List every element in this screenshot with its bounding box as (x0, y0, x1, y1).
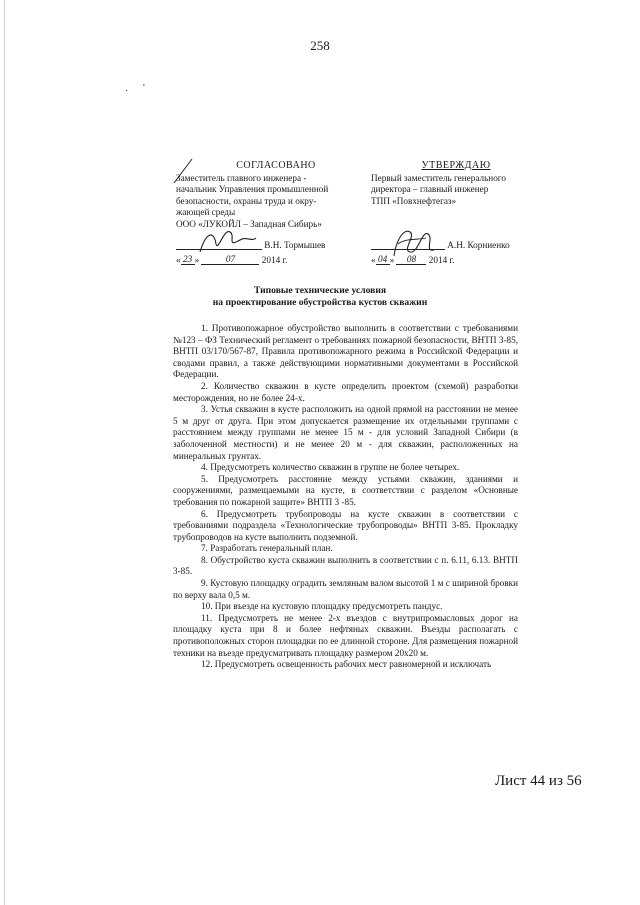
date-right-month: 08 (396, 254, 426, 265)
approval-approved-block (371, 160, 541, 207)
document-title (0, 285, 640, 308)
paragraph: 6. Предусмотреть трубопроводы на кусте скважин в соответствии с требованиями подраздела «Технологические трубопроводы» ВНТП 3-85. Прокладку трубопроводов на кусте выполнить подземной. (173, 508, 518, 542)
paragraph: 8. Обустройство куста скважин выполнить в соответствии с п. 6.11, 6.13. ВНТП 3-85. (173, 554, 518, 577)
document-body (173, 323, 518, 671)
paragraph: 2. Количество скважин в кусте определить проектом (схемой) разработки месторождения, но не более 24-х. (173, 380, 518, 403)
paragraph: 1. Противопожарное обустройство выполнить в соответствии с требованиями №123 – ФЗ Технический регламент о требованиях пожарной безопасности, ВНТП 3-85, ВНТП 03/170/567-87, Правила противопожарного режима в Российской Федерации и сводами правил, а также действующими нормативными документами в Российской Федерации. (173, 323, 518, 380)
document-title-line1: Типовые технические условия (253, 285, 387, 296)
scan-speck: ' (143, 83, 145, 94)
approval-agreed-heading: СОГЛАСОВАНО (236, 160, 316, 171)
date-left-year: 2014 г. (261, 255, 288, 265)
sheet-counter: Лист 44 из 56 (495, 773, 582, 789)
date-left: « 23 » 07 2014 г. (176, 254, 288, 265)
document-title-line2: на проектирование обустройства кустов скважин (212, 296, 428, 308)
date-right-day: 04 (376, 254, 390, 265)
paragraph: 10. При въезде на кустовую площадку предусмотреть пандус. (201, 601, 443, 612)
date-right: « 04 » 08 2014 г. (371, 254, 455, 265)
approval-check-mark (168, 157, 198, 187)
paragraph: 5. Предусмотреть расстояние между устьями скважин, зданиями и сооружениями, размещаемыми на кусте, в соответствии с разделом «Основные требования по пожарной защите» ВНТП 3 -85. (173, 473, 518, 507)
page-edge (4, 0, 5, 905)
approval-approved-text: Первый заместитель генерального директора – главный инженер ТПП «Повхнефтегаз» (371, 172, 506, 206)
approval-approved-heading: УТВЕРЖДАЮ (421, 160, 491, 171)
date-right-year: 2014 г. (428, 255, 455, 265)
paragraph: 3. Устья скважин в кусте расположить на одной прямой на расстоянии не менее 5 м друг от друга. При этом допускается размещение их отдельными группами с расстоянием между группами не менее 15 м - для условий Западной Сибири (в заболоченной местности) и не менее 20 м - для скважин, расположенных на минеральных грунтах. (173, 404, 518, 461)
date-left-month: 07 (201, 254, 259, 265)
scan-speck: · (125, 86, 129, 97)
date-left-day: 23 (181, 254, 195, 265)
signer-right-name: А.Н. Корниенко (447, 240, 510, 250)
approval-agreed-text: Заместитель главного инженера - начальник Управления промышленной безопасности, охраны труда и окру- жающей среды ООО «ЛУКОЙЛ – Западная Сибирь» (176, 172, 329, 229)
paragraph: 7. Разработать генеральный план. (201, 543, 333, 554)
signer-left-name: В.Н. Тормышев (264, 240, 326, 250)
signer-left-line (176, 240, 325, 250)
signer-right-line (371, 240, 510, 250)
paragraph: 4. Предусмотреть количество скважин в группе не более четырех. (201, 462, 460, 473)
approval-agreed-block (176, 160, 376, 230)
page-number: 258 (310, 38, 330, 53)
paragraph: 9. Кустовую площадку оградить земляным валом высотой 1 м с шириной бровки по верху вала 0,5 м. (173, 578, 518, 600)
paragraph: 12. Предусмотреть освещенность рабочих мест равномерной и исключать (201, 659, 492, 670)
paragraph: 11. Предусмотреть не менее 2-х въездов с внутрипромысловых дорог на площадку куста при 8 и более нефтяных скважин. Въезды располагать с противоположных сторон площадки по ее длинной стороне. Для размещения пожарной техники на въезде предусматривать площадку размером 20х20 м. (173, 612, 518, 658)
